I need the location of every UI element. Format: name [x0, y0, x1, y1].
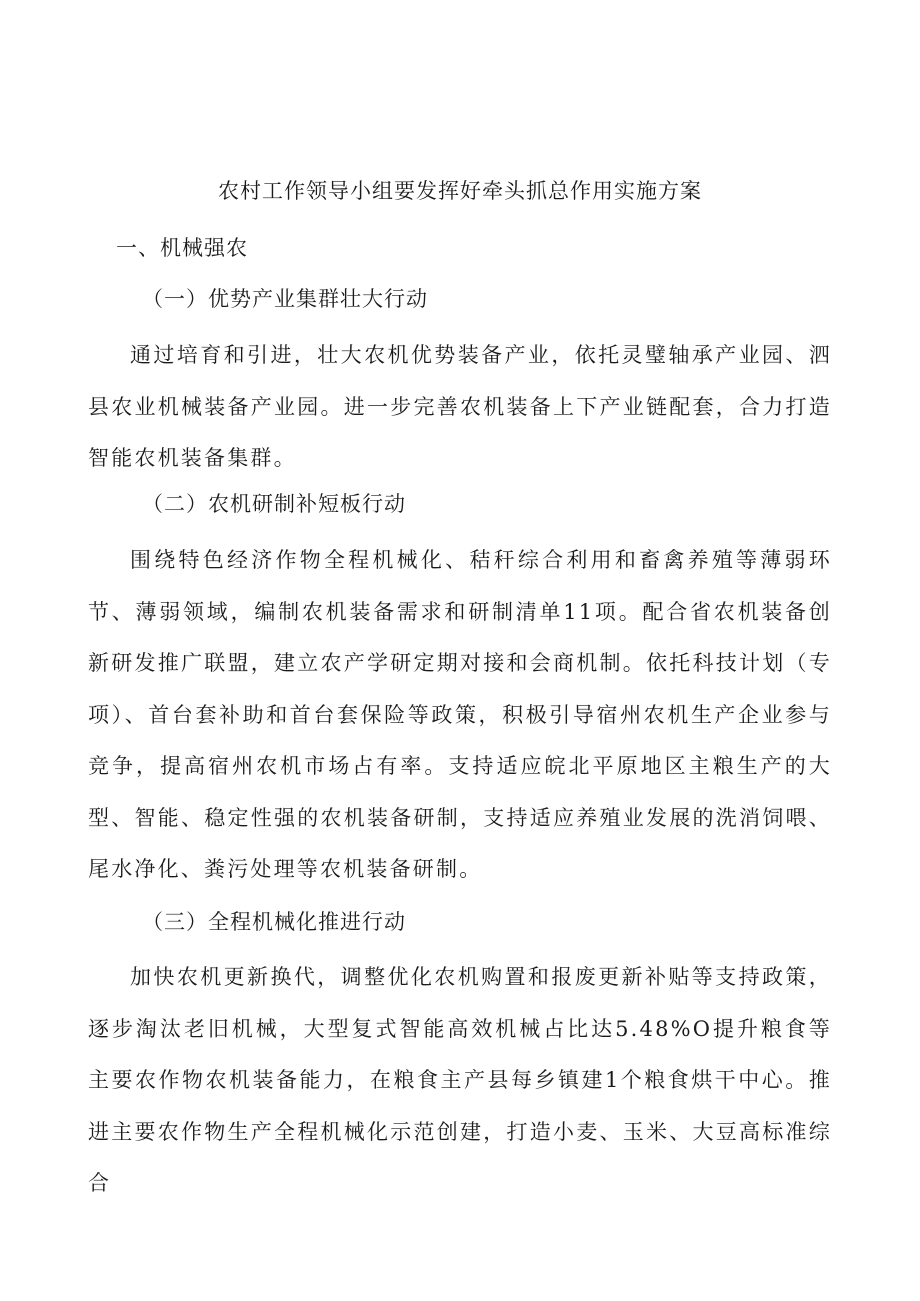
subsection-heading-industry-cluster: （一）优势产业集群壮大行动: [142, 287, 428, 311]
paragraph-industry-cluster: 通过培育和引进，壮大农机优势装备产业，依托灵璧轴承产业园、泗县农业机械装备产业园。进一步完善农机装备上下产业链配套，合力打造智能农机装备集群。: [88, 343, 832, 470]
paragraph-rd-shortboard: 围绕特色经济作物全程机械化、秸秆综合利用和畜禽养殖等薄弱环节、薄弱领域，编制农机装备需求和研制清单11项。配合省农机装备创新研发推广联盟，建立农产学研定期对接和会商机制。依托科技计划（专项）、首台套补助和首台套保险等政策，积极引导宿州农机生产企业参与竞争，提高宿州农机市场占有率。支持适应皖北平原地区主粮生产的大型、智能、稳定性强的农机装备研制，支持适应养殖业发展的洗消饲喂、尾水净化、粪污处理等农机装备研制。: [88, 548, 832, 881]
paragraph-full-mechanization: 加快农机更新换代，调整优化农机购置和报废更新补贴等支持政策，逐步淘汰老旧机械，大型复式智能高效机械占比达5.48%O提升粮食等主要农作物农机装备能力，在粮食主产县每乡镇建1个粮食烘干中心。推进主要农作物生产全程机械化示范创建，打造小麦、玉米、大豆高标准综合: [88, 965, 832, 1195]
document-title: 农村工作领导小组要发挥好牵头抓总作用实施方案: [218, 179, 702, 203]
subsection-heading-rd-shortboard: （二）农机研制补短板行动: [142, 492, 406, 516]
section-heading-mechanization: 一、机械强农: [116, 236, 248, 260]
subsection-heading-full-mechanization: （三）全程机械化推进行动: [142, 910, 406, 934]
